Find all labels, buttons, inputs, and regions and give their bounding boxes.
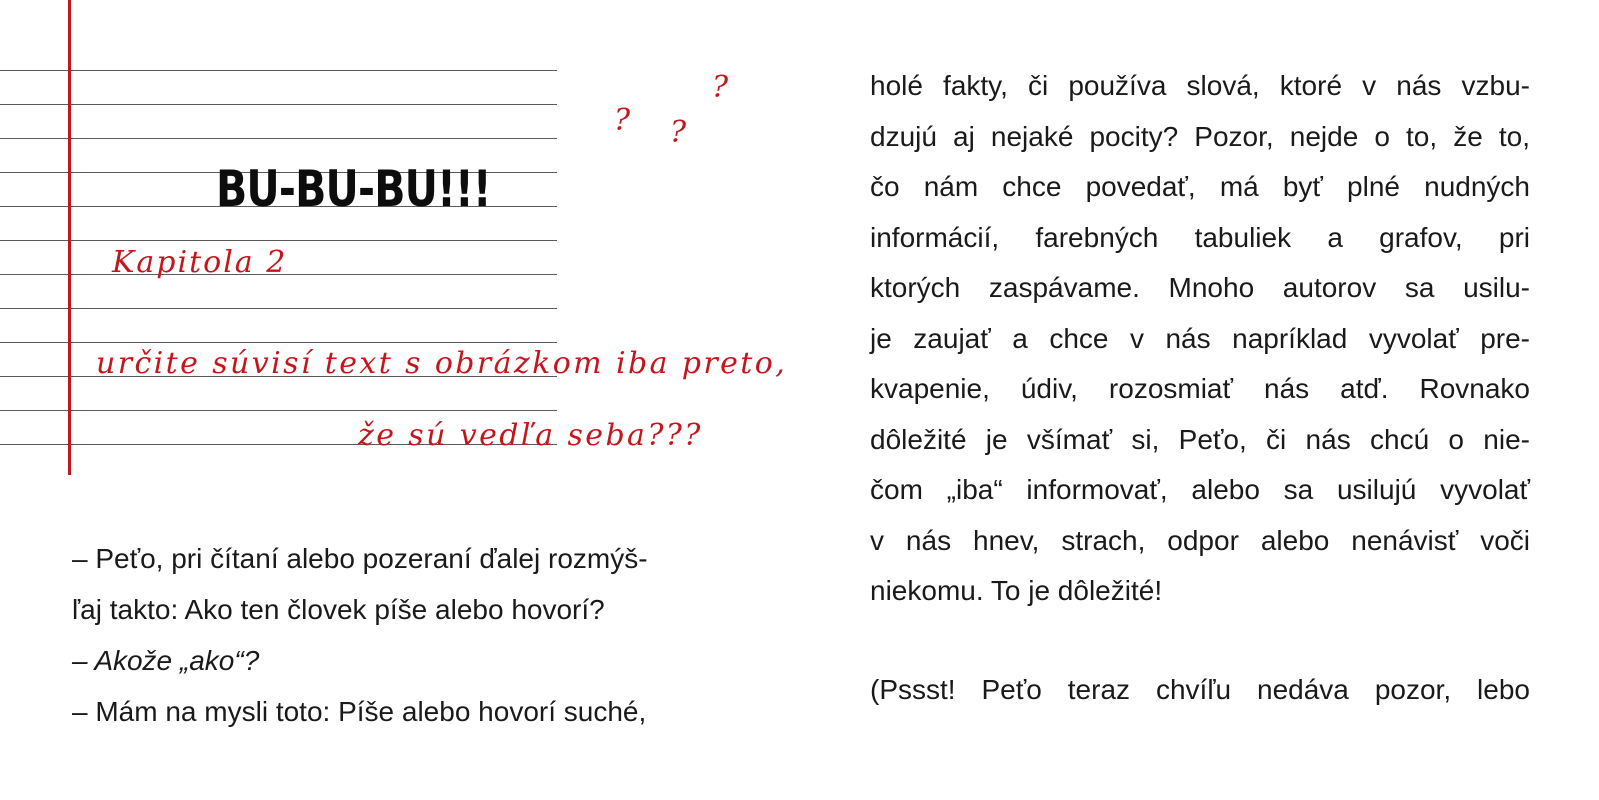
handwritten-note-line2: že sú vedľa seba??? — [358, 418, 703, 453]
dialog-text — [72, 533, 772, 737]
margin-line — [68, 0, 71, 475]
chapter-heading: Kapitola 2 — [112, 245, 288, 280]
body-line: dôležité je všímať si, Peťo, či nás chcú o nie- — [870, 423, 1530, 455]
ruled-line — [0, 70, 557, 71]
illustration-title: BU-BU-BU!!! — [216, 160, 491, 218]
dialog-line: – Peťo, pri čítaní alebo pozeraní ďalej rozmýš- — [72, 543, 648, 574]
body-line: niekomu. To je dôležité! — [870, 575, 1163, 606]
dialog-line: – Akože „ako“? — [72, 645, 260, 676]
dialog-line: – Mám na mysli toto: Píše alebo hovorí suché, — [72, 696, 647, 727]
ruled-line — [0, 240, 557, 241]
ruled-line — [0, 410, 557, 411]
dialog-line: ľaj takto: Ako ten človek píše alebo hovorí? — [72, 594, 605, 625]
body-line: informácií, farebných tabuliek a grafov, pri — [870, 221, 1530, 253]
body-line: je zaujať a chce v nás napríklad vyvolať pre- — [870, 322, 1530, 354]
ruled-line — [0, 308, 557, 309]
body-line: čo nám chce povedať, má byť plné nudných — [870, 171, 1530, 202]
body-line: holé fakty, či používa slová, ktoré v nás vzbu- — [870, 70, 1530, 101]
body-line: dzujú aj nejaké pocity? Pozor, nejde o to, že to, — [870, 120, 1530, 152]
pssst-paragraph: (Pssst! Peťo teraz chvíľu nedáva pozor, lebo — [870, 674, 1530, 705]
question-mark: ? — [712, 70, 729, 105]
body-paragraph — [870, 61, 1530, 617]
body-line: kvapenie, údiv, rozosmiať nás atď. Rovnako — [870, 373, 1530, 404]
ruled-line — [0, 104, 557, 105]
body-line: čom „iba“ informovať, alebo sa usilujú vyvolať — [870, 474, 1530, 505]
ruled-line — [0, 342, 557, 343]
ruled-line — [0, 138, 557, 139]
question-mark: ? — [670, 115, 687, 150]
body-line: v nás hnev, strach, odpor alebo nenávisť voči — [870, 524, 1530, 556]
handwritten-note-line1: určite súvisí text s obrázkom iba preto, — [96, 346, 788, 381]
question-mark: ? — [614, 103, 631, 138]
body-line: ktorých zaspávame. Mnoho autorov sa usilu- — [870, 272, 1530, 303]
